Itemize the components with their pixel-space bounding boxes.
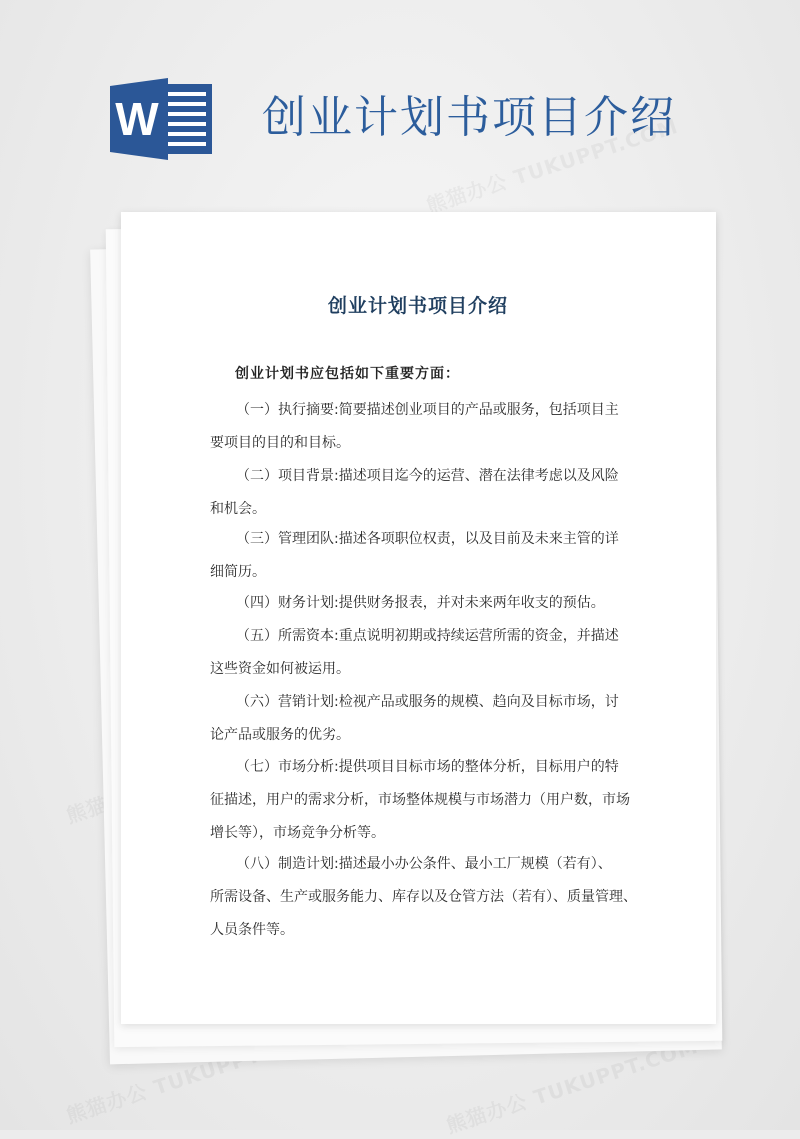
item-line: 论产品或服务的优劣。 <box>210 727 350 743</box>
item-line: 细简历。 <box>210 564 266 580</box>
document-intro: 创业计划书应包括如下重要方面： <box>235 366 460 382</box>
list-item <box>210 751 630 850</box>
item-line: （一）执行摘要:简要描述创业项目的产品或服务，包括项目主 <box>236 402 619 418</box>
item-line: （三）管理团队:描述各项职位权责，以及目前及未来主管的详 <box>236 531 619 547</box>
item-line: 所需设备、生产或服务能力、库存以及仓管方法（若有）、质量管理、 <box>210 889 637 905</box>
list-item <box>210 620 620 686</box>
item-line: （八）制造计划:描述最小办公条件、最小工厂规模（若有）、 <box>236 856 612 872</box>
item-line: 人员条件等。 <box>210 922 294 938</box>
document-title: 创业计划书项目介绍 <box>327 295 508 317</box>
word-icon <box>110 78 214 160</box>
item-line: 增长等），市场竞争分析等。 <box>210 825 385 841</box>
list-item <box>210 394 620 460</box>
item-line: （五）所需资本:重点说明初期或持续运营所需的资金，并描述 <box>236 628 619 644</box>
list-item <box>210 686 620 752</box>
item-line: （七）市场分析:提供项目目标市场的整体分析，目标用户的特 <box>236 759 619 775</box>
list-item <box>210 460 620 526</box>
word-letter: W <box>115 93 159 145</box>
item-line: 这些资金如何被运用。 <box>210 661 350 677</box>
header-title: 创业计划书项目介绍 <box>262 92 676 143</box>
item-line: （四）财务计划:提供财务报表，并对未来两年收支的预估。 <box>236 595 605 611</box>
item-line: （六）营销计划:检视产品或服务的规模、趋向及目标市场，讨 <box>236 694 619 710</box>
item-line: （二）项目背景:描述项目迄今的运营、潜在法律考虑以及风险 <box>236 468 619 484</box>
item-line: 和机会。 <box>210 501 266 517</box>
list-item <box>210 523 620 589</box>
list-item <box>210 848 637 947</box>
item-line: 征描述，用户的需求分析，市场整体规模与市场潜力（用户数，市场 <box>210 792 630 808</box>
list-item <box>210 587 620 620</box>
item-line: 要项目的目的和目标。 <box>210 435 350 451</box>
